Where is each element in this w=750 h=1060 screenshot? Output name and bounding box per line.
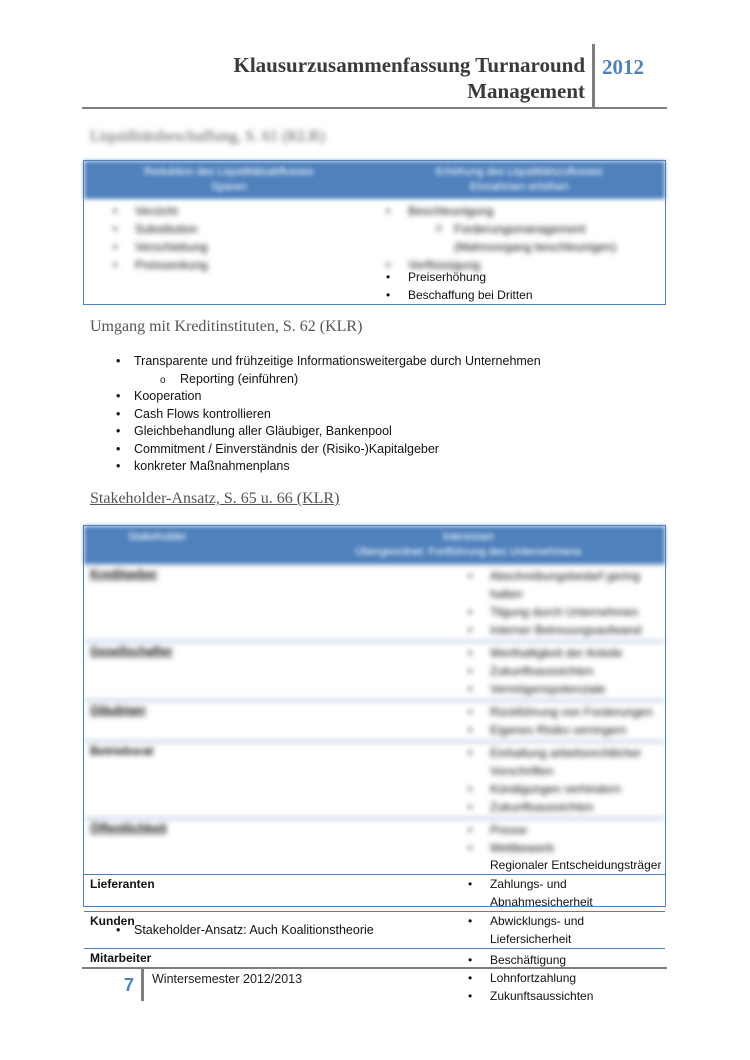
col2-header-line1: Erhöhung des Liquiditätszuflusses [435, 166, 603, 178]
list-item: • Presse [490, 821, 665, 839]
list-item: • Gleichbehandlung aller Gläubiger, Bankenpool [0, 423, 541, 441]
list-item: • Stakeholder-Ansatz: Auch Koalitionstheorie [0, 922, 374, 940]
list-item: • Einhaltung arbeitsrechtlicher Vorschriften [490, 744, 665, 780]
list-item: • Beschleunigung [408, 202, 616, 220]
liquidity-col1-header [84, 161, 374, 199]
stakeholder-name: Lieferanten [90, 877, 155, 891]
header-rule [82, 107, 667, 109]
list-item: • Beschaffung bei Dritten [408, 286, 533, 304]
col2-header-line2: Einnahmen erhöhen [469, 181, 569, 193]
list-item: • Tilgung durch Unternehmen [490, 603, 665, 621]
list-item: • Commitment / Einverständnis der (Risiko-)Kapitalgeber [0, 441, 541, 459]
liquidity-col2-list [408, 268, 533, 304]
list-item: • konkreter Maßnahmenplans [0, 458, 541, 476]
list-item: • Abschreibungsbedarf gering halten [490, 567, 665, 603]
list-item: • Zukunftsaussichten [490, 987, 665, 1005]
table-row [84, 564, 665, 641]
list-item: • Zukunftsaussichten [490, 662, 665, 680]
list-item: • Preissenkung [135, 256, 208, 274]
stakeholder-rows-blurred [84, 564, 665, 856]
list-item: • Werthaltigkeit der Anteile [490, 644, 665, 662]
list-item: • Wettbewerb [490, 839, 665, 857]
col2-header-line1: Interessen [442, 531, 495, 543]
stakeholder-oeffentlichkeit-continuation [84, 856, 665, 874]
footer-semester: Wintersemester 2012/2013 [152, 972, 303, 986]
table-row [84, 741, 665, 818]
document-title [165, 52, 585, 104]
table-row [84, 700, 665, 741]
liquidity-col1-list [135, 202, 208, 274]
list-item: • Verflüssigung [408, 256, 616, 274]
col2-header-line2: Übergeordnet: Fortführung des Unternehmens [355, 546, 582, 558]
stakeholder-name: Kunden [90, 914, 135, 928]
list-item: • Zukunftsaussichten [490, 798, 665, 816]
list-item: • Vermögenspotenziale [490, 680, 665, 698]
liquidity-col2-header [374, 161, 666, 199]
col1-header-line1: Reduktion des Liquiditätsabflusses [144, 166, 314, 178]
stakeholder-name: Gläubiger [90, 703, 147, 717]
list-item: • Abwicklungs- und Liefersicherheit [490, 912, 665, 948]
page-number: 7 [124, 975, 135, 995]
list-item: o Reporting (einführen) [0, 371, 541, 389]
header-year: 2012 [602, 55, 644, 79]
list-item: • Beschäftigung [490, 951, 665, 969]
list-item-continuation: (Mahnvorgang beschleunigen) [454, 240, 617, 254]
title-line-2: Management [467, 79, 585, 103]
stakeholder-name: Öffentlichkeit [90, 821, 167, 835]
table-row [84, 818, 665, 856]
footer-rule [82, 967, 667, 969]
stakeholder-name: Gesellschafter [90, 644, 173, 658]
liquidity-table [83, 160, 666, 305]
list-item: • Kündigungen verhindern [490, 780, 665, 798]
list-item: • Zahlungs- und Abnahmesicherheit [490, 875, 665, 911]
stakeholder-name: Mitarbeiter [90, 951, 152, 965]
list-item: o Forderungsmanagement [454, 220, 616, 238]
liquidity-col2-list-blurred [408, 202, 616, 274]
stakeholder-heading: Stakeholder-Ansatz, S. 65 u. 66 (KLR) [90, 490, 340, 507]
liquidity-heading: Liquiditätsbeschaffung, S. 61 (KLR) [90, 128, 325, 145]
stakeholder-note-list [0, 922, 374, 940]
stakeholder-name: Betriebsrat [90, 744, 154, 758]
list-item: • Verschiebung [135, 238, 208, 256]
stakeholder-table-header [84, 526, 665, 564]
list-item: • Eigenes Risiko verringern [490, 721, 665, 739]
table-row [84, 641, 665, 700]
stakeholder-name: Kreditgeber [90, 567, 158, 581]
table-row [84, 874, 665, 911]
banks-heading: Umgang mit Kreditinstituten, S. 62 (KLR) [90, 318, 363, 335]
header-vertical-rule [592, 44, 595, 108]
list-item: • Substitution [135, 220, 208, 238]
list-item: • Preiserhöhung [408, 268, 533, 286]
stakeholder-col2-header [272, 526, 665, 564]
col1-header-line2: Sparen [211, 181, 247, 193]
title-line-1: Klausurzusammenfassung Turnaround [233, 53, 585, 77]
list-item: • Transparente und frühzeitige Informationsweitergabe durch Unternehmen [0, 353, 541, 371]
list-item: • Kooperation [0, 388, 541, 406]
banks-list [0, 353, 541, 476]
list-item: • Rückführung von Forderungen [490, 703, 665, 721]
list-item: Regionaler Entscheidungsträger [490, 858, 662, 872]
list-item: • Lohnfortzahlung [490, 969, 665, 987]
list-item: • Cash Flows kontrollieren [0, 406, 541, 424]
list-item: • Verzicht [135, 202, 208, 220]
list-item: • Interner Betreuungsaufwand [490, 621, 665, 639]
liquidity-table-header [84, 161, 665, 199]
stakeholder-col1-header: Stakeholder [128, 531, 187, 543]
footer-vertical-rule [141, 969, 144, 1001]
